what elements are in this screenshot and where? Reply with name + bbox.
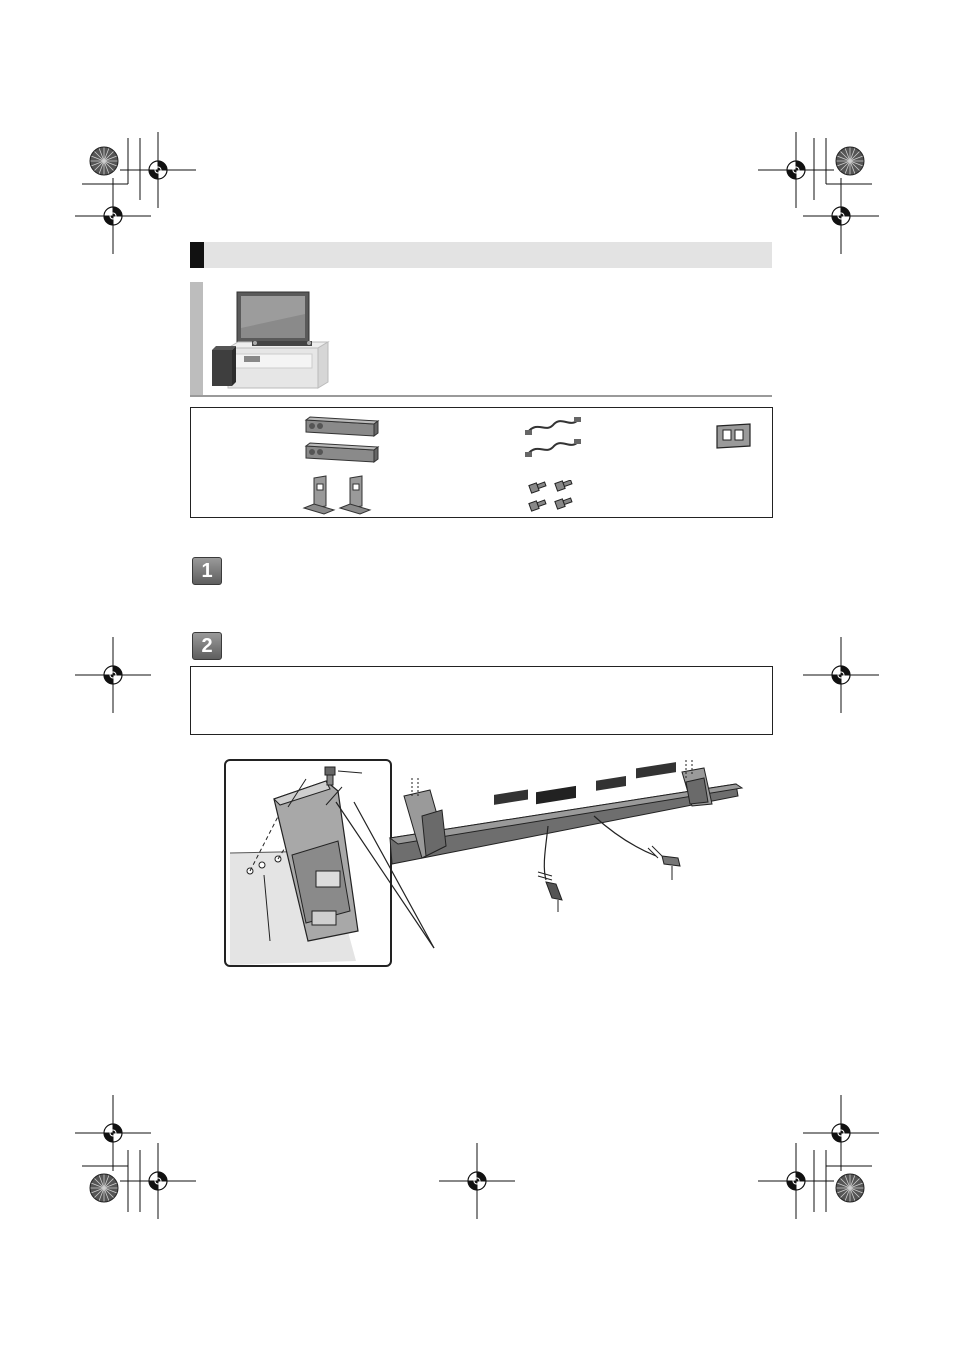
note-box	[190, 666, 773, 735]
accessories-box	[190, 407, 773, 518]
registration-mark-icon	[758, 1143, 834, 1219]
registration-mark-icon	[439, 1143, 515, 1219]
speaker-bars-icon	[302, 414, 382, 468]
cable-plug-icon	[662, 856, 680, 866]
calibration-starburst-icon	[836, 147, 864, 175]
step-2-badge: 2	[192, 632, 222, 660]
section-header-bar	[190, 242, 772, 268]
soundbar-assembly-illustration	[386, 756, 750, 956]
registration-mark-icon	[75, 637, 151, 713]
subwoofer-icon	[212, 346, 236, 386]
calibration-starburst-icon	[90, 147, 118, 175]
stand-legs-icon	[300, 474, 380, 516]
registration-mark-icon	[803, 637, 879, 713]
calibration-starburst-icon	[90, 1174, 118, 1202]
registration-mark-icon	[120, 132, 196, 208]
screws-icon	[528, 480, 578, 514]
callout-leader-lines	[330, 800, 440, 952]
calibration-starburst-icon	[836, 1174, 864, 1202]
placement-panel-rule	[190, 395, 772, 397]
tv-stand-icon	[228, 342, 328, 388]
step-1-badge: 1	[192, 557, 222, 585]
speaker-cables-icon	[524, 414, 582, 460]
section-header-tab	[190, 242, 204, 268]
wall-bracket-icon	[714, 422, 754, 450]
soundbar-icon	[252, 341, 312, 346]
registration-mark-icon	[120, 1143, 196, 1219]
tv-icon	[237, 292, 309, 346]
placement-panel-accent	[190, 282, 203, 396]
tv-setup-illustration	[206, 288, 336, 392]
registration-mark-icon	[758, 132, 834, 208]
cable-plug-icon	[546, 882, 562, 900]
